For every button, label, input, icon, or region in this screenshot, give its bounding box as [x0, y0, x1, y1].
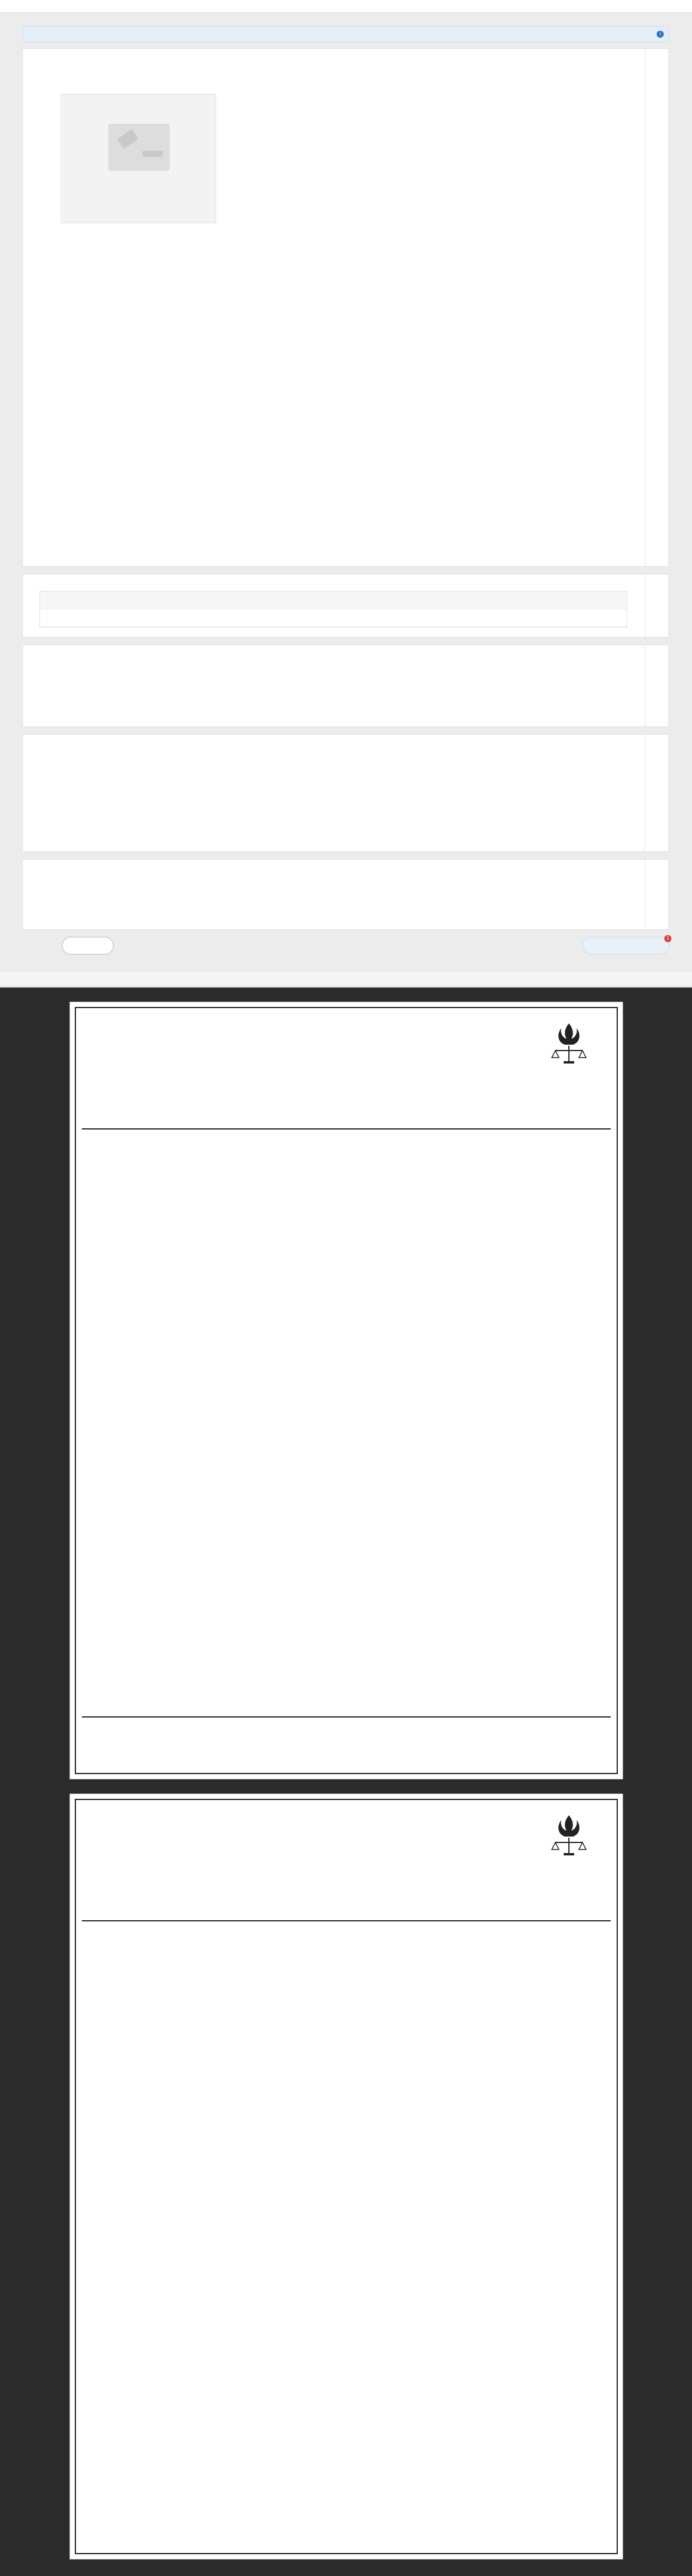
meta-row: [94, 1026, 247, 1039]
notification-badge: 1: [664, 935, 671, 942]
meta-row: [94, 1818, 247, 1831]
section-description: [22, 859, 669, 930]
document-toolbar: [0, 972, 692, 986]
section-financial: [22, 645, 669, 727]
notice-body: [97, 1933, 595, 2110]
info-icon: i: [657, 31, 664, 38]
meta-row: [94, 1857, 247, 1870]
doc-meta: [94, 1026, 247, 1078]
document-viewer[interactable]: [0, 988, 692, 2576]
doc-meta: [94, 1818, 247, 1870]
owners-table: [39, 591, 627, 628]
section-main-info: [22, 48, 669, 567]
thumbnail-placeholder: [61, 94, 216, 223]
section-title-bar: [645, 574, 668, 637]
top-bar: [0, 0, 692, 13]
page-frame: [75, 1799, 618, 2554]
image-placeholder-icon: [108, 124, 170, 171]
meta-row: [94, 1052, 247, 1065]
follow-requests-button[interactable]: [582, 937, 670, 955]
section-title-bar: [645, 735, 668, 851]
details-panel: [22, 18, 669, 960]
divider: [82, 1716, 611, 1718]
meta-row: [94, 1065, 247, 1078]
notice-body: [97, 1141, 595, 1707]
document-page-2: [69, 1794, 623, 2560]
section-title-bar: [645, 645, 668, 726]
table-row: [40, 609, 627, 627]
section-agency: [22, 734, 669, 852]
meta-row: [94, 1039, 247, 1052]
table-header-row: [40, 592, 627, 609]
document-page-1: [69, 1002, 623, 1779]
section-title-bar: [645, 49, 668, 566]
meta-row: [94, 1844, 247, 1857]
info-notice: [22, 26, 669, 42]
iran-emblem-icon: [548, 1812, 590, 1859]
divider: [82, 1128, 611, 1130]
back-button[interactable]: [62, 937, 114, 955]
section-owners: [22, 574, 669, 638]
divider: [82, 1920, 611, 1921]
iran-emblem-icon: [548, 1020, 590, 1067]
section-title-bar: [645, 860, 668, 929]
meta-row: [94, 1831, 247, 1844]
